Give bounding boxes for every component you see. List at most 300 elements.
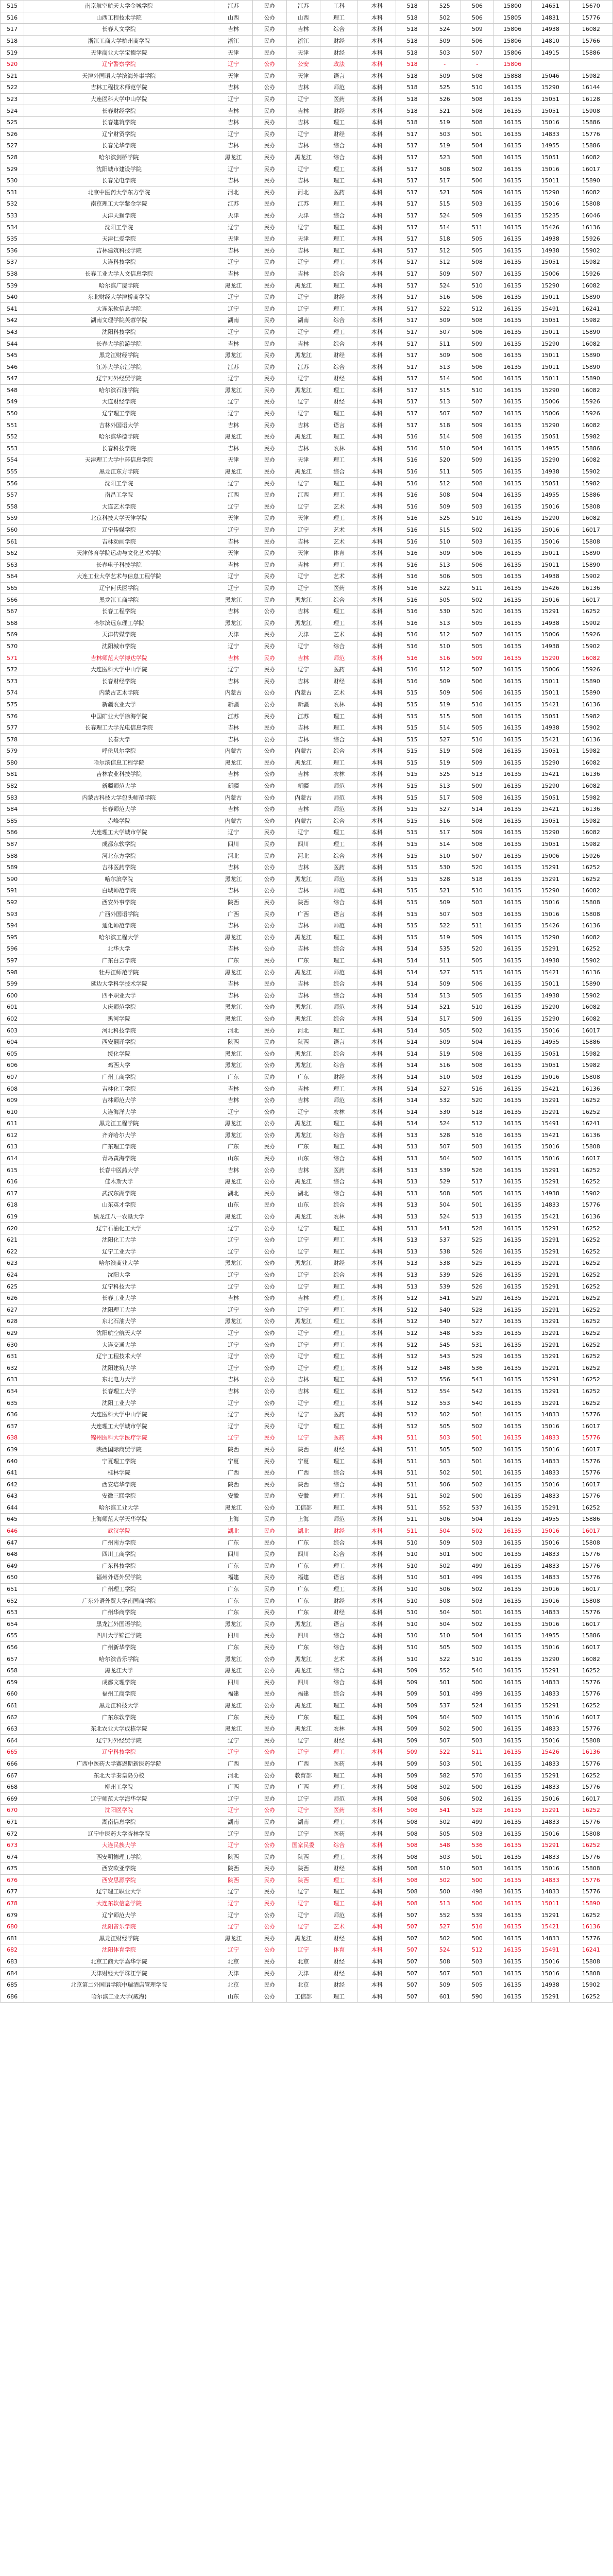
table-row — [1, 1490, 613, 1502]
table-cell: 615 — [1, 1164, 24, 1176]
table-row — [1, 326, 613, 338]
table-cell: 16135 — [493, 1292, 532, 1304]
table-cell: 518 — [396, 47, 429, 59]
table-cell: 吉林 — [214, 978, 253, 990]
table-cell: 605 — [1, 1048, 24, 1060]
table-cell: 黑龙江 — [214, 594, 253, 606]
table-cell: 15011 — [532, 675, 570, 687]
table-cell: 15006 — [532, 396, 570, 408]
table-cell: 16135 — [493, 571, 532, 583]
table-row — [1, 885, 613, 897]
table-cell: 505 — [461, 571, 493, 583]
table-cell: 15290 — [532, 1002, 570, 1013]
table-cell: 语言 — [320, 1618, 358, 1630]
table-cell: 艺术 — [320, 536, 358, 548]
table-cell: 15291 — [532, 1304, 570, 1316]
table-cell: 509 — [429, 547, 461, 559]
college-name-cell: 西安思源学院 — [24, 1874, 214, 1886]
table-cell: 653 — [1, 1606, 24, 1618]
table-cell: 辽宁 — [286, 1420, 320, 1432]
table-cell: 15016 — [532, 198, 570, 210]
table-cell: 15016 — [532, 116, 570, 128]
table-cell: 吉林 — [214, 105, 253, 117]
table-cell: 吉林 — [286, 769, 320, 781]
table-cell: 16135 — [493, 1432, 532, 1444]
table-cell: 512 — [429, 257, 461, 268]
table-cell: 本科 — [358, 1153, 396, 1164]
table-cell: 综合 — [320, 466, 358, 478]
table-cell: 15016 — [532, 1595, 570, 1607]
college-name-cell: 广东东软学院 — [24, 1711, 214, 1723]
table-cell: 黑龙江 — [214, 967, 253, 978]
table-cell: 公办 — [253, 1747, 286, 1758]
table-cell: 15016 — [532, 1583, 570, 1595]
table-cell: 514 — [396, 1048, 429, 1060]
table-cell: 民办 — [253, 1572, 286, 1584]
table-cell: 521 — [1, 70, 24, 82]
table-cell: 16135 — [493, 1234, 532, 1246]
table-cell: 512 — [396, 1374, 429, 1386]
table-cell: 507 — [429, 1968, 461, 1979]
table-cell: 理工 — [320, 1747, 358, 1758]
table-cell: 吉林 — [286, 652, 320, 664]
table-cell: 理工 — [320, 384, 358, 396]
table-cell: 15291 — [532, 1106, 570, 1118]
college-name-cell: 大连财经学院 — [24, 396, 214, 408]
table-cell: 15421 — [532, 769, 570, 781]
college-name-cell: 柳州工学院 — [24, 1781, 214, 1793]
table-cell: 16135 — [493, 722, 532, 734]
table-cell: 15011 — [532, 559, 570, 571]
table-cell: 530 — [429, 605, 461, 617]
table-cell: 16135 — [493, 163, 532, 175]
table-cell: 16135 — [493, 710, 532, 722]
table-cell: 综合 — [320, 734, 358, 745]
table-cell: 山西 — [286, 12, 320, 24]
table-cell: 吉林 — [286, 1385, 320, 1397]
table-cell: 15886 — [569, 116, 612, 128]
table-cell: 517 — [429, 827, 461, 839]
table-cell: 陕西 — [214, 1874, 253, 1886]
table-cell: 16082 — [569, 652, 612, 664]
table-cell: 本科 — [358, 1944, 396, 1956]
table-cell: 16135 — [493, 1956, 532, 1968]
table-cell: 507 — [461, 268, 493, 280]
table-row — [1, 861, 613, 873]
table-cell: 师范 — [320, 1514, 358, 1526]
table-cell: 511 — [396, 1514, 429, 1526]
table-cell: 15808 — [569, 908, 612, 920]
table-cell: 本科 — [358, 885, 396, 897]
table-cell: 公办 — [253, 58, 286, 70]
table-row — [1, 1094, 613, 1106]
table-cell: 民办 — [253, 1735, 286, 1747]
table-row — [1, 780, 613, 792]
table-cell: 理工 — [320, 1711, 358, 1723]
table-cell: 综合 — [320, 1665, 358, 1676]
table-cell: 16252 — [569, 1316, 612, 1328]
table-cell: 543 — [429, 1350, 461, 1362]
table-cell: 理工 — [320, 489, 358, 501]
college-name-cell: 广西外国语学院 — [24, 908, 214, 920]
table-cell: 515 — [396, 722, 429, 734]
table-cell: 506 — [429, 1479, 461, 1490]
table-cell: 558 — [1, 501, 24, 513]
table-cell: 公办 — [253, 1083, 286, 1095]
table-cell: 民办 — [253, 349, 286, 361]
table-cell: 16082 — [569, 1653, 612, 1665]
table-cell: 16135 — [493, 1479, 532, 1490]
table-cell: 16135 — [493, 1747, 532, 1758]
table-cell: 16135 — [493, 861, 532, 873]
college-name-cell: 通化师范学院 — [24, 920, 214, 931]
table-cell: 540 — [1, 291, 24, 303]
table-cell: 517 — [396, 140, 429, 152]
college-name-cell: 西安外事学院 — [24, 896, 214, 908]
table-cell: 15291 — [532, 1362, 570, 1374]
table-cell: 黑龙江 — [286, 1665, 320, 1676]
table-cell: 516 — [396, 478, 429, 489]
table-cell: 民办 — [253, 640, 286, 652]
college-name-cell: 沈阳音乐学院 — [24, 1921, 214, 1933]
table-row — [1, 908, 613, 920]
table-cell: 15776 — [569, 1467, 612, 1479]
table-cell: 理工 — [320, 280, 358, 292]
table-cell: 16082 — [569, 1013, 612, 1025]
table-cell: 陕西 — [214, 1036, 253, 1048]
table-cell: 民办 — [253, 1420, 286, 1432]
table-row — [1, 233, 613, 245]
table-cell: 502 — [461, 524, 493, 536]
table-cell: 14938 — [532, 617, 570, 629]
table-row — [1, 501, 613, 513]
table-cell: 综合 — [320, 1467, 358, 1479]
table-cell: 辽宁 — [214, 396, 253, 408]
table-cell: 557 — [1, 489, 24, 501]
table-cell: 506 — [461, 675, 493, 687]
table-cell: 公办 — [253, 1118, 286, 1130]
table-cell: 516 — [461, 699, 493, 710]
table-cell: 本科 — [358, 1176, 396, 1188]
table-cell: 515 — [396, 745, 429, 757]
table-cell: 507 — [429, 1735, 461, 1747]
table-cell: 596 — [1, 943, 24, 955]
table-cell: 16135 — [493, 1828, 532, 1840]
table-cell: 本科 — [358, 1723, 396, 1735]
table-cell: 本科 — [358, 1816, 396, 1828]
table-cell: 本科 — [358, 82, 396, 94]
table-cell: 综合 — [320, 896, 358, 908]
table-row — [1, 547, 613, 559]
table-cell: 655 — [1, 1630, 24, 1642]
table-cell: 512 — [396, 1420, 429, 1432]
table-cell: 506 — [429, 571, 461, 583]
table-cell: 16135 — [493, 1118, 532, 1130]
table-cell: 16135 — [493, 268, 532, 280]
table-cell: 吉林 — [214, 443, 253, 454]
table-cell: 16135 — [493, 699, 532, 710]
table-cell: 理工 — [320, 1292, 358, 1304]
table-cell: 理工 — [320, 245, 358, 257]
table-cell: 16252 — [569, 1223, 612, 1234]
table-cell: 16135 — [493, 384, 532, 396]
table-cell: 本科 — [358, 1514, 396, 1526]
table-cell: 15902 — [569, 466, 612, 478]
table-cell: 师范 — [320, 885, 358, 897]
table-cell: 16135 — [493, 82, 532, 94]
table-cell: 630 — [1, 1339, 24, 1351]
table-cell: 天津 — [286, 210, 320, 222]
table-cell: 15491 — [532, 1944, 570, 1956]
table-row — [1, 1479, 613, 1490]
table-row — [1, 1141, 613, 1153]
table-cell: 理工 — [320, 1490, 358, 1502]
table-row — [1, 1350, 613, 1362]
table-cell: 535 — [461, 1327, 493, 1339]
table-cell: 16082 — [569, 454, 612, 466]
table-cell: 本科 — [358, 1863, 396, 1875]
table-cell: 天津 — [286, 1968, 320, 1979]
table-cell: 14810 — [532, 35, 570, 47]
table-cell: 683 — [1, 1956, 24, 1968]
table-cell: 辽宁 — [286, 1362, 320, 1374]
table-cell: 513 — [396, 1269, 429, 1281]
table-cell: 工信部 — [286, 1502, 320, 1514]
table-cell: 江苏 — [286, 710, 320, 722]
table-cell: 513 — [461, 769, 493, 781]
table-cell: 天津 — [214, 454, 253, 466]
table-cell: 509 — [429, 1979, 461, 1991]
college-name-cell: 沈阳建筑大学 — [24, 1362, 214, 1374]
table-cell: 16135 — [493, 757, 532, 769]
table-cell: 公办 — [253, 1013, 286, 1025]
table-cell: 辽宁 — [286, 373, 320, 385]
table-cell: 陕西 — [286, 1874, 320, 1886]
college-name-cell: 大连工业大学艺术与信息工程学院 — [24, 571, 214, 583]
table-cell: 15776 — [569, 1874, 612, 1886]
table-cell: 542 — [461, 1385, 493, 1397]
table-cell: 语言 — [320, 1572, 358, 1584]
table-cell: 627 — [1, 1304, 24, 1316]
table-cell: 本科 — [358, 629, 396, 641]
table-cell: 14955 — [532, 489, 570, 501]
table-cell: 517 — [396, 384, 429, 396]
table-cell: 理工 — [320, 1350, 358, 1362]
table-cell: 626 — [1, 1292, 24, 1304]
table-cell: 508 — [461, 431, 493, 443]
table-cell: 600 — [1, 990, 24, 1002]
table-cell: 民办 — [253, 1444, 286, 1455]
table-cell: 514 — [429, 838, 461, 850]
table-cell: 581 — [1, 769, 24, 781]
table-cell: 16135 — [493, 978, 532, 990]
table-cell: 公办 — [253, 792, 286, 804]
table-cell: 理工 — [320, 222, 358, 233]
table-cell: 理工 — [320, 1327, 358, 1339]
table-cell: 医药 — [320, 861, 358, 873]
table-cell: 510 — [461, 82, 493, 94]
table-cell: 本科 — [358, 1700, 396, 1711]
table-cell: 综合 — [320, 140, 358, 152]
table-cell: 15890 — [569, 978, 612, 990]
table-cell: 黑龙江 — [286, 431, 320, 443]
table-cell: 16135 — [493, 466, 532, 478]
table-cell: 515 — [461, 967, 493, 978]
table-cell: 黑龙江 — [214, 1048, 253, 1060]
table-cell: 16135 — [493, 245, 532, 257]
table-cell: 综合 — [320, 1060, 358, 1072]
college-name-cell: 长春科技学院 — [24, 443, 214, 454]
table-cell: 512 — [396, 1350, 429, 1362]
table-cell: 516 — [429, 652, 461, 664]
table-cell: 505 — [429, 1828, 461, 1840]
table-cell: 16082 — [569, 757, 612, 769]
table-cell: 民办 — [253, 1071, 286, 1083]
table-cell: 504 — [461, 443, 493, 454]
table-cell: 理工 — [320, 233, 358, 245]
table-cell: 民办 — [253, 1467, 286, 1479]
table-cell: 辽宁 — [286, 93, 320, 105]
table-cell: 民办 — [253, 257, 286, 268]
table-cell: 本科 — [358, 105, 396, 117]
table-cell: 14955 — [532, 140, 570, 152]
college-name-cell: 广西中医药大学赛恩斯新医药学院 — [24, 1758, 214, 1770]
table-cell: 513 — [429, 396, 461, 408]
table-cell: 508 — [396, 1897, 429, 1909]
table-cell: 16135 — [493, 605, 532, 617]
table-cell: 508 — [461, 151, 493, 163]
table-cell: 16017 — [569, 1420, 612, 1432]
table-cell: 505 — [461, 617, 493, 629]
table-cell: 河北 — [286, 187, 320, 198]
table-cell: 民办 — [253, 326, 286, 338]
table-cell: 湖北 — [214, 1188, 253, 1199]
college-name-cell: 沈阳工学院 — [24, 478, 214, 489]
table-cell: 吉林 — [214, 861, 253, 873]
table-cell: 本科 — [358, 1141, 396, 1153]
table-cell: 517 — [396, 128, 429, 140]
table-row — [1, 1560, 613, 1572]
table-cell: 15011 — [532, 373, 570, 385]
table-cell: 辽宁 — [214, 257, 253, 268]
table-cell: 519 — [429, 1048, 461, 1060]
table-cell: 理工 — [320, 710, 358, 722]
table-cell: 16135 — [493, 1921, 532, 1933]
table-cell: 辽宁 — [286, 1350, 320, 1362]
table-row — [1, 1071, 613, 1083]
table-cell: 592 — [1, 896, 24, 908]
table-cell: 15051 — [532, 105, 570, 117]
table-cell: 民办 — [253, 268, 286, 280]
table-cell: 651 — [1, 1583, 24, 1595]
college-name-cell: 辽宁科技学院 — [24, 1747, 214, 1758]
table-cell: 515 — [396, 873, 429, 885]
table-cell: 辽宁 — [214, 582, 253, 594]
table-cell: 本科 — [358, 257, 396, 268]
table-cell: 本科 — [358, 896, 396, 908]
college-name-cell: 广州华商学院 — [24, 1606, 214, 1618]
table-cell: 503 — [429, 47, 461, 59]
table-cell: 503 — [461, 1956, 493, 1968]
college-name-cell: 南京航空航天大学金城学院 — [24, 1, 214, 12]
table-row — [1, 431, 613, 443]
table-cell: 宁夏 — [214, 1455, 253, 1467]
table-cell: 黑龙江 — [286, 1118, 320, 1130]
table-cell: 515 — [396, 757, 429, 769]
table-cell: 14833 — [532, 1676, 570, 1688]
table-cell: 河北 — [214, 1770, 253, 1782]
table-cell: 16135 — [493, 187, 532, 198]
table-cell: 665 — [1, 1747, 24, 1758]
table-cell: 理工 — [320, 1991, 358, 2003]
table-cell: 14833 — [532, 1467, 570, 1479]
table-cell: 526 — [461, 1269, 493, 1281]
table-cell: 15291 — [532, 1246, 570, 1258]
table-cell: 509 — [429, 687, 461, 699]
table-cell: 广东 — [286, 1595, 320, 1607]
college-name-cell: 哈尔滨信息工程学院 — [24, 757, 214, 769]
table-cell: 民办 — [253, 454, 286, 466]
table-cell: 518 — [396, 82, 429, 94]
table-cell: 16135 — [493, 454, 532, 466]
table-cell: 15421 — [532, 1083, 570, 1095]
table-cell: 512 — [396, 1385, 429, 1397]
table-cell: 16135 — [493, 1711, 532, 1723]
table-cell: 吉林 — [214, 803, 253, 815]
table-cell: 江苏 — [286, 198, 320, 210]
table-cell: 633 — [1, 1374, 24, 1386]
table-cell: 本科 — [358, 1688, 396, 1700]
table-cell: 本科 — [358, 547, 396, 559]
table-cell: 503 — [461, 1968, 493, 1979]
table-row — [1, 1374, 613, 1386]
table-cell: 本科 — [358, 116, 396, 128]
table-cell: 522 — [429, 1747, 461, 1758]
college-name-cell: 沈阳工业大学 — [24, 1397, 214, 1409]
table-cell: 15491 — [532, 303, 570, 315]
table-row — [1, 1129, 613, 1141]
table-cell: 民办 — [253, 501, 286, 513]
table-cell: 本科 — [358, 1327, 396, 1339]
table-cell: 502 — [429, 1816, 461, 1828]
table-cell: 525 — [429, 1, 461, 12]
table-cell: 15800 — [493, 1, 532, 12]
table-cell: 天津 — [214, 47, 253, 59]
table-cell: 公办 — [253, 1397, 286, 1409]
table-cell: 503 — [461, 1595, 493, 1607]
table-cell: 15016 — [532, 1025, 570, 1037]
table-cell: 天津 — [286, 47, 320, 59]
table-cell: 513 — [396, 1281, 429, 1293]
table-cell: 517 — [429, 175, 461, 187]
table-cell: 辽宁 — [214, 1327, 253, 1339]
table-row — [1, 1060, 613, 1072]
table-cell: 广东 — [214, 1606, 253, 1618]
table-cell: 509 — [429, 1036, 461, 1048]
table-cell: 福建 — [214, 1688, 253, 1700]
table-row — [1, 1013, 613, 1025]
table-cell: 502 — [429, 12, 461, 24]
table-cell: 上海 — [214, 1514, 253, 1526]
table-row — [1, 198, 613, 210]
table-cell: 529 — [1, 163, 24, 175]
table-cell: 503 — [461, 1828, 493, 1840]
table-cell: 528 — [461, 1304, 493, 1316]
table-cell: 辽宁 — [286, 1909, 320, 1921]
college-name-cell: 辽宁师范大学海华学院 — [24, 1793, 214, 1805]
table-row — [1, 47, 613, 59]
college-name-cell: 黑龙江工程学院 — [24, 1118, 214, 1130]
